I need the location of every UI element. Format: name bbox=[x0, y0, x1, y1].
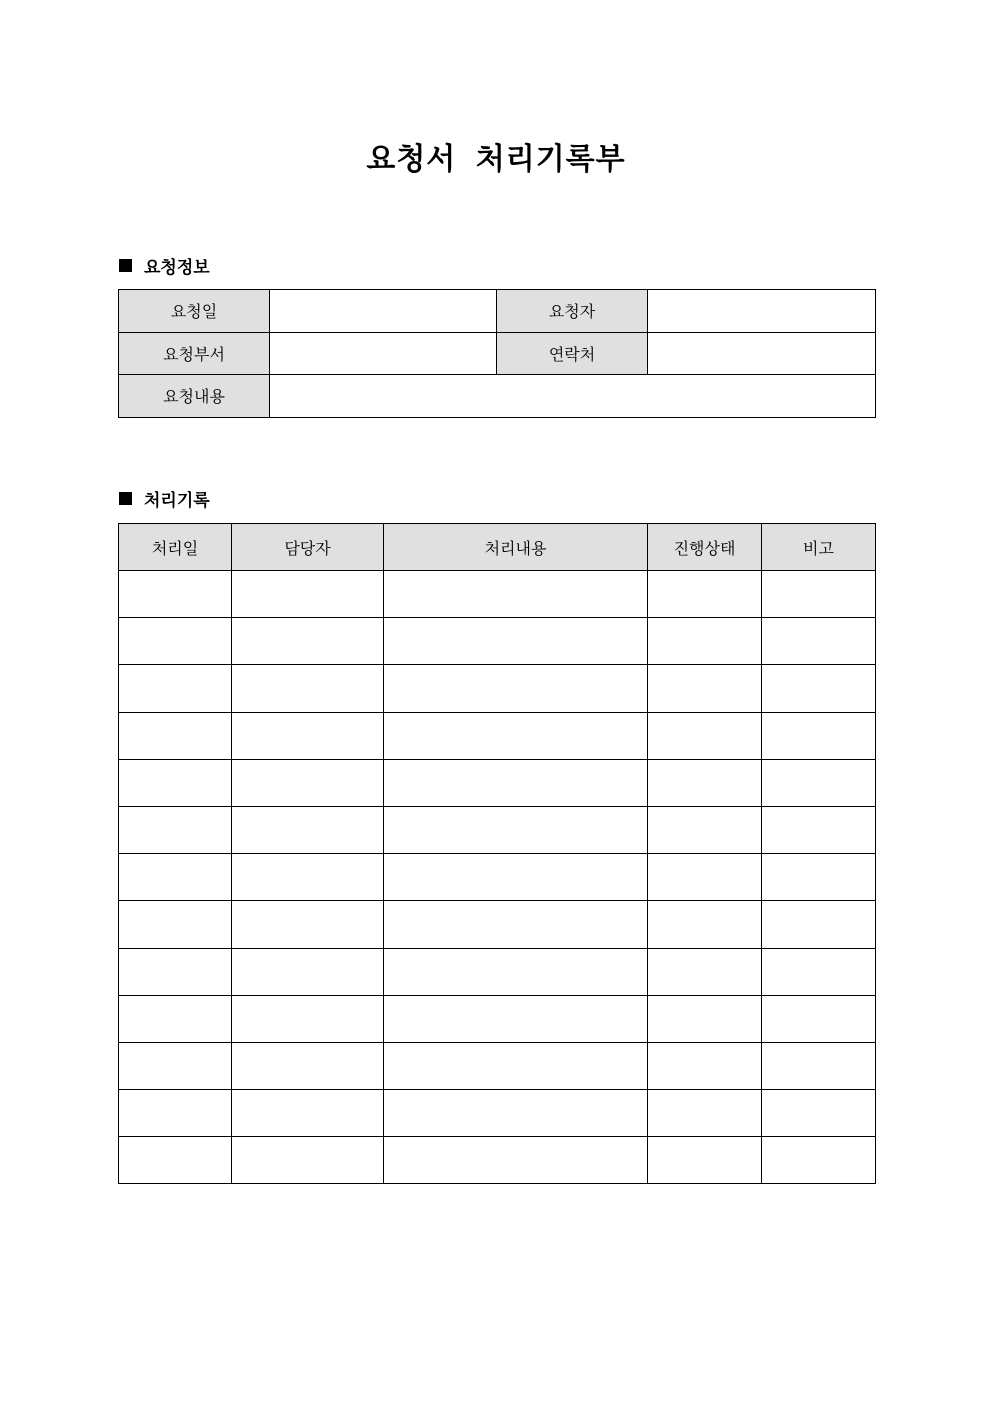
table-row bbox=[119, 901, 876, 948]
progress-status-cell[interactable] bbox=[648, 571, 762, 618]
table-row bbox=[119, 1042, 876, 1089]
progress-status-cell[interactable] bbox=[648, 995, 762, 1042]
progress-status-cell[interactable] bbox=[648, 759, 762, 806]
process-date-cell[interactable] bbox=[119, 571, 232, 618]
request-date-label: 요청일 bbox=[119, 290, 270, 333]
assignee-cell[interactable] bbox=[232, 712, 384, 759]
process-content-cell[interactable] bbox=[384, 665, 648, 712]
requester-field[interactable] bbox=[648, 290, 876, 333]
remarks-cell[interactable] bbox=[762, 854, 876, 901]
table-row bbox=[119, 618, 876, 665]
section-heading-process-record bbox=[119, 486, 210, 511]
table-row bbox=[119, 948, 876, 995]
remarks-cell[interactable] bbox=[762, 1090, 876, 1137]
process-date-cell[interactable] bbox=[119, 1137, 232, 1184]
remarks-cell[interactable] bbox=[762, 995, 876, 1042]
table-row bbox=[119, 854, 876, 901]
process-date-cell[interactable] bbox=[119, 618, 232, 665]
process-content-cell[interactable] bbox=[384, 854, 648, 901]
assignee-cell[interactable] bbox=[232, 948, 384, 995]
section-heading-request-info bbox=[119, 253, 210, 278]
process-content-cell[interactable] bbox=[384, 759, 648, 806]
table-row bbox=[119, 1137, 876, 1184]
column-header-progress-status: 진행상태 bbox=[648, 524, 762, 571]
process-date-cell[interactable] bbox=[119, 712, 232, 759]
progress-status-cell[interactable] bbox=[648, 665, 762, 712]
table-header-row bbox=[119, 524, 876, 571]
process-date-cell[interactable] bbox=[119, 995, 232, 1042]
process-record-table bbox=[118, 523, 876, 1184]
table-row bbox=[119, 995, 876, 1042]
process-content-cell[interactable] bbox=[384, 806, 648, 853]
progress-status-cell[interactable] bbox=[648, 1090, 762, 1137]
process-date-cell[interactable] bbox=[119, 854, 232, 901]
column-header-process-content: 처리내용 bbox=[384, 524, 648, 571]
contact-field[interactable] bbox=[648, 332, 876, 375]
request-content-field[interactable] bbox=[270, 375, 876, 418]
process-content-cell[interactable] bbox=[384, 1090, 648, 1137]
contact-label: 연락처 bbox=[497, 332, 648, 375]
square-bullet-icon bbox=[119, 259, 132, 272]
remarks-cell[interactable] bbox=[762, 806, 876, 853]
department-label: 요청부서 bbox=[119, 332, 270, 375]
assignee-cell[interactable] bbox=[232, 759, 384, 806]
remarks-cell[interactable] bbox=[762, 759, 876, 806]
assignee-cell[interactable] bbox=[232, 665, 384, 712]
requester-label: 요청자 bbox=[497, 290, 648, 333]
request-info-table bbox=[118, 289, 876, 418]
assignee-cell[interactable] bbox=[232, 1137, 384, 1184]
table-row bbox=[119, 712, 876, 759]
remarks-cell[interactable] bbox=[762, 901, 876, 948]
remarks-cell[interactable] bbox=[762, 571, 876, 618]
table-row bbox=[119, 759, 876, 806]
process-date-cell[interactable] bbox=[119, 1042, 232, 1089]
page-title: 요청서 처리기록부 bbox=[366, 142, 626, 177]
process-content-cell[interactable] bbox=[384, 712, 648, 759]
process-date-cell[interactable] bbox=[119, 665, 232, 712]
section-heading-label: 처리기록 bbox=[144, 491, 210, 511]
remarks-cell[interactable] bbox=[762, 948, 876, 995]
department-field[interactable] bbox=[270, 332, 497, 375]
remarks-cell[interactable] bbox=[762, 712, 876, 759]
process-content-cell[interactable] bbox=[384, 571, 648, 618]
table-row bbox=[119, 375, 876, 418]
request-date-field[interactable] bbox=[270, 290, 497, 333]
remarks-cell[interactable] bbox=[762, 1042, 876, 1089]
progress-status-cell[interactable] bbox=[648, 948, 762, 995]
table-row bbox=[119, 571, 876, 618]
process-content-cell[interactable] bbox=[384, 1137, 648, 1184]
column-header-remarks: 비고 bbox=[762, 524, 876, 571]
remarks-cell[interactable] bbox=[762, 618, 876, 665]
assignee-cell[interactable] bbox=[232, 806, 384, 853]
progress-status-cell[interactable] bbox=[648, 1137, 762, 1184]
table-row bbox=[119, 1090, 876, 1137]
column-header-process-date: 처리일 bbox=[119, 524, 232, 571]
section-heading-label: 요청정보 bbox=[144, 258, 210, 278]
progress-status-cell[interactable] bbox=[648, 712, 762, 759]
progress-status-cell[interactable] bbox=[648, 618, 762, 665]
assignee-cell[interactable] bbox=[232, 995, 384, 1042]
process-content-cell[interactable] bbox=[384, 901, 648, 948]
assignee-cell[interactable] bbox=[232, 854, 384, 901]
assignee-cell[interactable] bbox=[232, 1042, 384, 1089]
table-row bbox=[119, 290, 876, 333]
progress-status-cell[interactable] bbox=[648, 901, 762, 948]
assignee-cell[interactable] bbox=[232, 618, 384, 665]
process-date-cell[interactable] bbox=[119, 901, 232, 948]
remarks-cell[interactable] bbox=[762, 665, 876, 712]
assignee-cell[interactable] bbox=[232, 901, 384, 948]
progress-status-cell[interactable] bbox=[648, 806, 762, 853]
column-header-assignee: 담당자 bbox=[232, 524, 384, 571]
square-bullet-icon bbox=[119, 492, 132, 505]
process-date-cell[interactable] bbox=[119, 759, 232, 806]
process-date-cell[interactable] bbox=[119, 1090, 232, 1137]
process-date-cell[interactable] bbox=[119, 948, 232, 995]
request-content-label: 요청내용 bbox=[119, 375, 270, 418]
assignee-cell[interactable] bbox=[232, 571, 384, 618]
table-row bbox=[119, 665, 876, 712]
progress-status-cell[interactable] bbox=[648, 1042, 762, 1089]
process-content-cell[interactable] bbox=[384, 618, 648, 665]
table-row bbox=[119, 806, 876, 853]
process-date-cell[interactable] bbox=[119, 806, 232, 853]
process-record-rows bbox=[119, 571, 876, 1184]
table-row bbox=[119, 332, 876, 375]
process-content-cell[interactable] bbox=[384, 948, 648, 995]
progress-status-cell[interactable] bbox=[648, 854, 762, 901]
remarks-cell[interactable] bbox=[762, 1137, 876, 1184]
assignee-cell[interactable] bbox=[232, 1090, 384, 1137]
process-content-cell[interactable] bbox=[384, 995, 648, 1042]
process-content-cell[interactable] bbox=[384, 1042, 648, 1089]
